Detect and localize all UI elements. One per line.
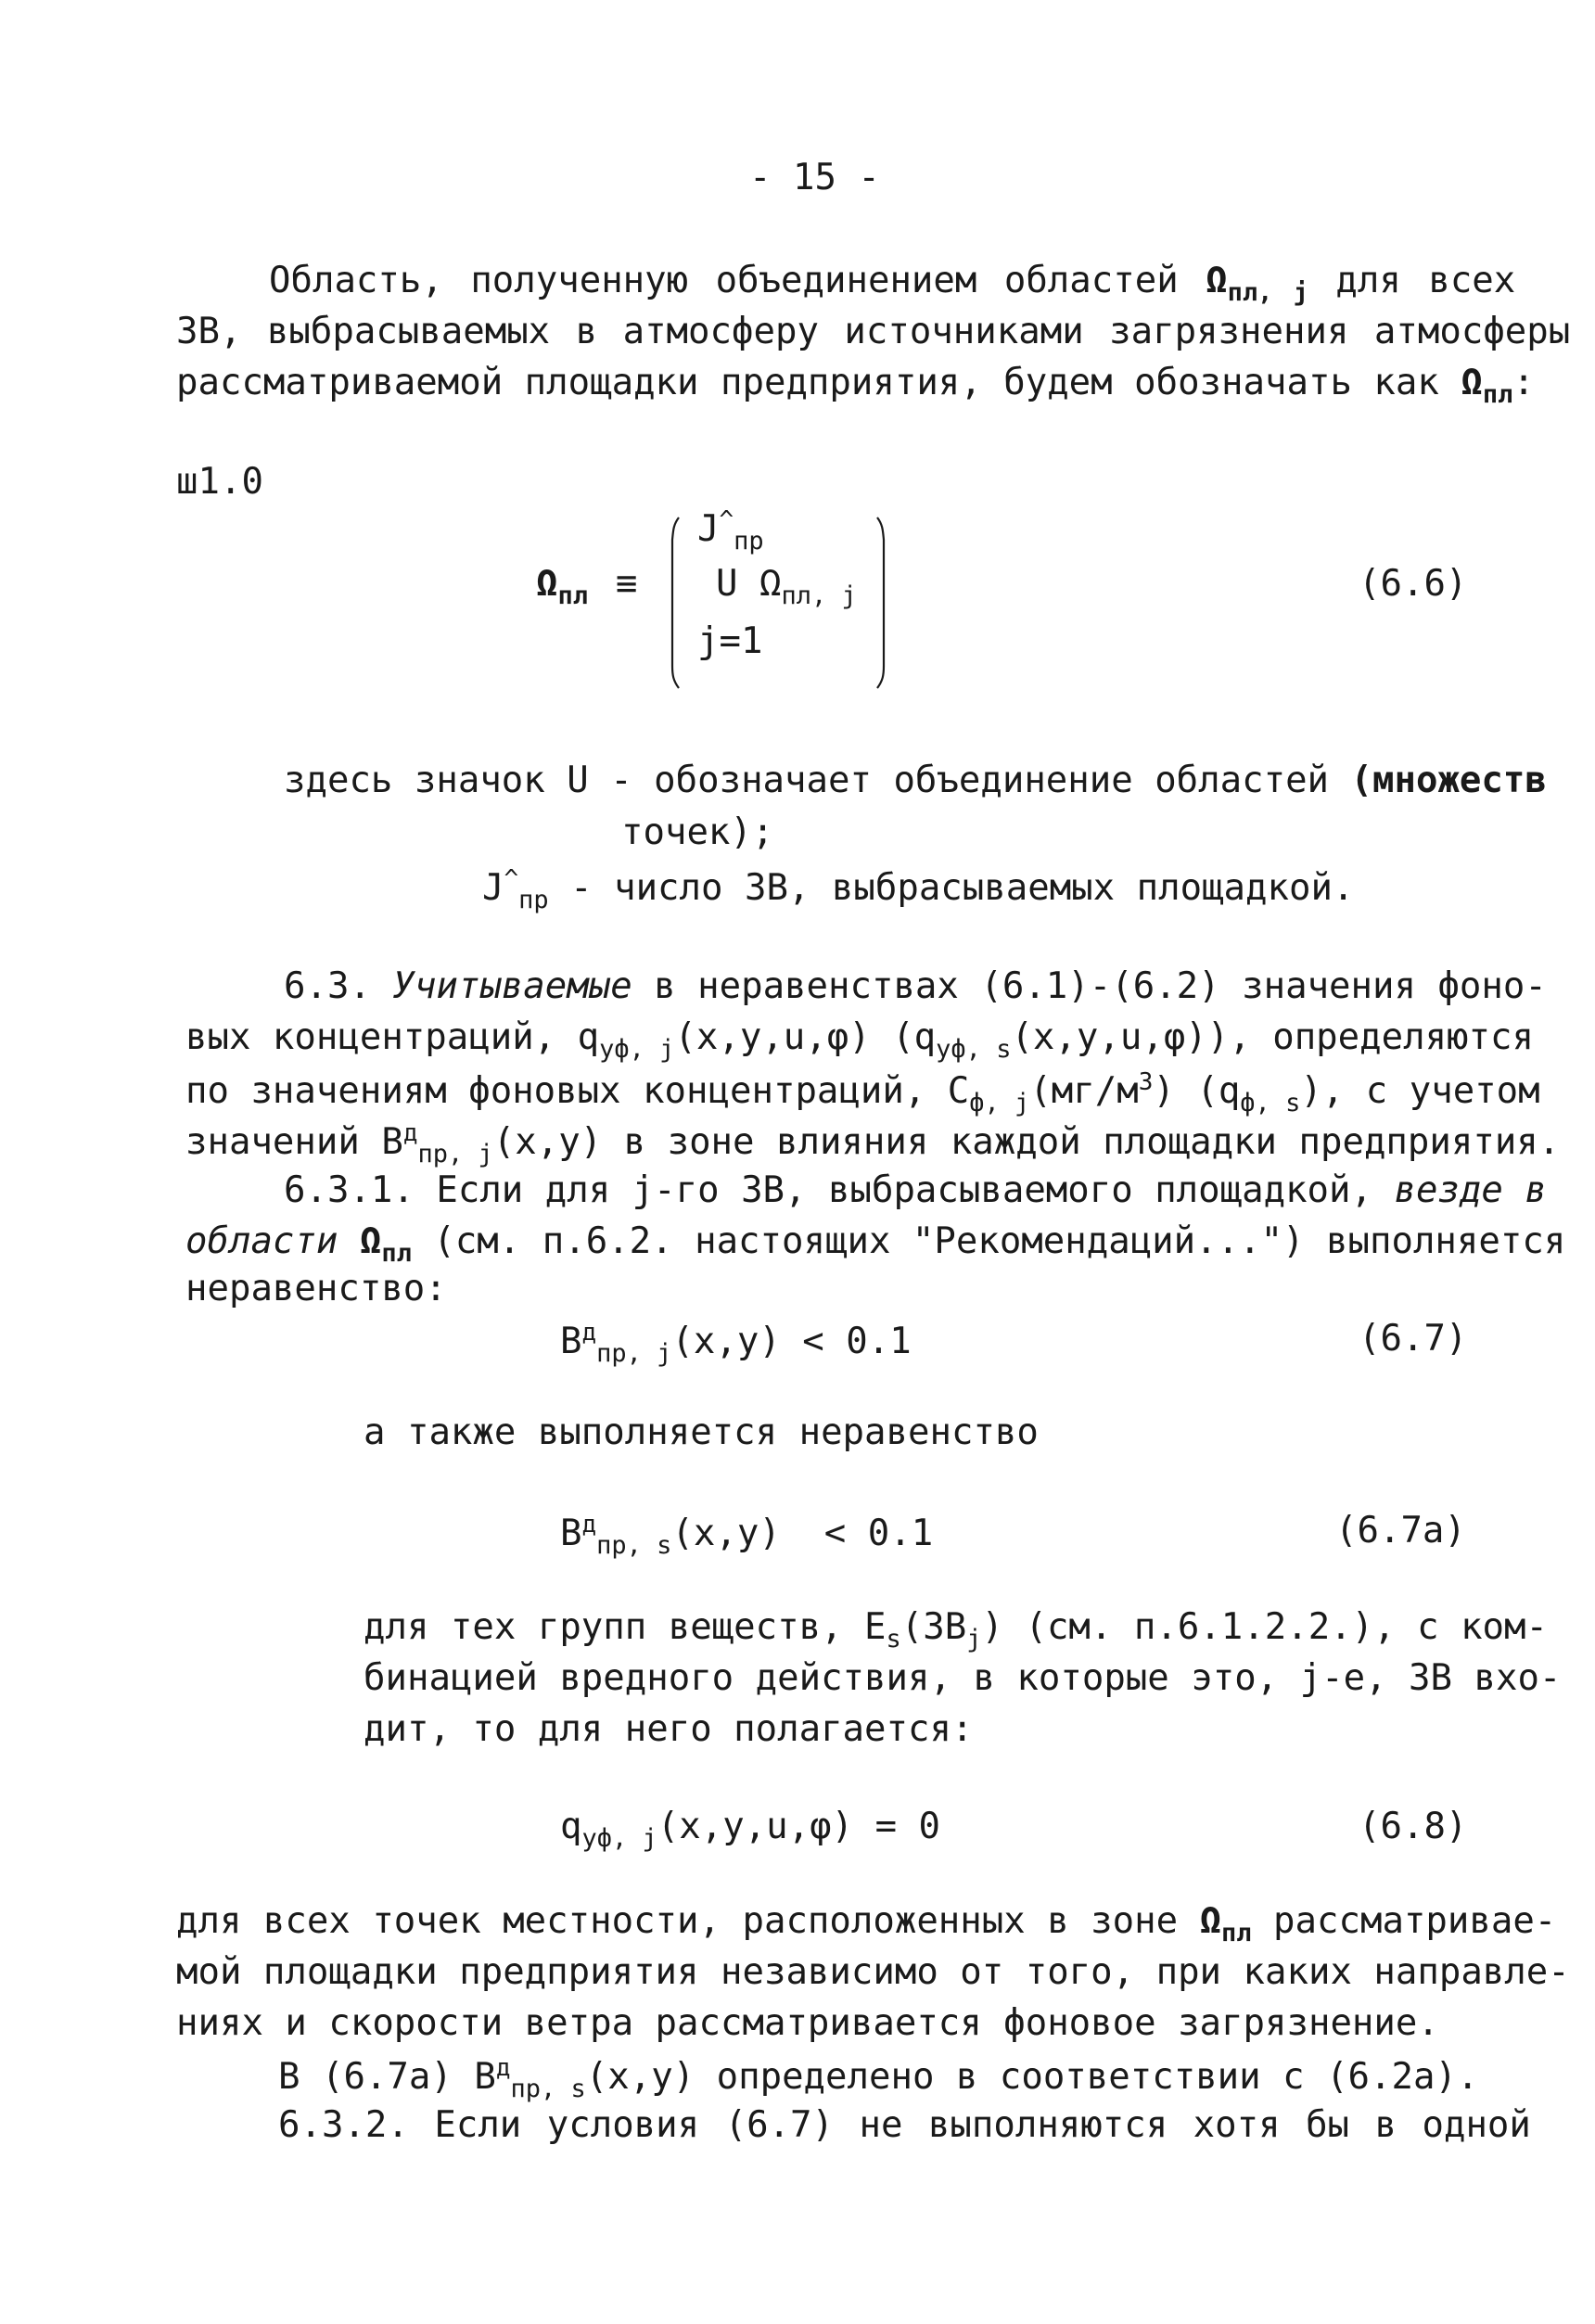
s63-line2: вых концентраций, $q_{уф, j}(x,y,u,\varphi)$ $(q_{уф, s}(x,y,u,\varphi))$, определяются (185, 1016, 1534, 1064)
eq66-left-bracket (662, 512, 684, 694)
after-line1: для всех точек местности, расположенных в зоне $\Omega_{пл}$ рассматривае- (176, 1900, 1557, 1947)
s63-line4: значений $B^д_{пр, j}(x,y)$ в зоне влияния каждой площадки предприятия. (185, 1119, 1561, 1168)
para1-line3: рассматриваемой площадки предприятия, будем обозначать как $\Omega_{пл}$: (176, 362, 1535, 409)
equation-6-8: $q_{уф, j}(x,y,u,\varphi) = 0$ (560, 1806, 941, 1853)
marker-label: ш1.0 (176, 461, 263, 503)
after-line2: мой площадки предприятия независимо от того, при каких направле- (176, 1951, 1570, 1993)
groups-line2: бинацией вредного действия, в которые это, j-е, ЗВ вхо- (364, 1657, 1562, 1699)
s631-line2: области $\Omega_{пл}$ (см. п.6.2. настоящих "Рекомендаций...") выполняется (185, 1220, 1566, 1268)
def1-line1: здесь значок U - обозначает объединение областей (множеств (284, 760, 1547, 801)
def1-line2: точек); (621, 811, 774, 853)
after-line4: В (6.7а) $B^д_{пр, s}(x,y)$ определено в соответствии с (6.2а). (278, 2054, 1479, 2103)
groups-line3: дит, то для него полагается: (364, 1708, 974, 1750)
after-line3: ниях и скорости ветра рассматривается фоновое загрязнение. (176, 2002, 1439, 2044)
after-line5: 6.3.2. Если условия (6.7) не выполняются хотя бы в одной (278, 2104, 1531, 2146)
eq66-right-bracket (872, 512, 894, 694)
eq66-bottom-limit: j=1 (697, 620, 763, 662)
eq66-union: U $\Omega_{пл, j}$ (716, 563, 857, 610)
s63-line3: по значениям фоновых концентраций, $C_{ф, j}(мг/м^3)$ $(q_{ф, s})$, с учетом (185, 1068, 1540, 1117)
groups-line1: для тех групп веществ, $E_s(ЗВ_j)$ (см. п.6.1.2.2.), с ком- (364, 1606, 1548, 1654)
eq68-number: (6.8) (1359, 1806, 1468, 1847)
para1-line1: Область, полученную объединением областей $\Omega_{пл, j}$ для всех (269, 260, 1516, 307)
page-number: - 15 - (749, 157, 880, 198)
equation-6-7a: $B^д_{пр, s}(x,y) < 0.1$ (560, 1511, 934, 1560)
eq67-number: (6.7) (1359, 1318, 1468, 1360)
eq67a-number: (6.7а) (1335, 1510, 1466, 1551)
s631-line3: неравенство: (185, 1268, 447, 1309)
para1-line2: ЗВ, выбрасываемых в атмосферу источниками загрязнения атмосферы (176, 311, 1571, 352)
eq66-lhs: $\Omega_{пл}$ (536, 563, 588, 610)
eq66-number: (6.6) (1359, 563, 1468, 605)
also-line: а также выполняется неравенство (364, 1411, 1039, 1453)
s631-line1: 6.3.1. Если для j-го ЗВ, выбрасываемого площадкой, везде в (284, 1169, 1547, 1211)
def2-line: $J^{\^{}}_{пр}$ - число ЗВ, выбрасываемых площадкой. (482, 865, 1355, 914)
eq66-top-limit: $J^{\^{}}_{пр}$ (697, 506, 764, 555)
eq66-equiv: ≡ (616, 563, 638, 605)
equation-6-7: $B^д_{пр, j}(x,y) < 0.1$ (560, 1319, 912, 1368)
s63-line1: 6.3. Учитываемые в неравенствах (6.1)-(6.2) значения фоно- (284, 965, 1547, 1007)
